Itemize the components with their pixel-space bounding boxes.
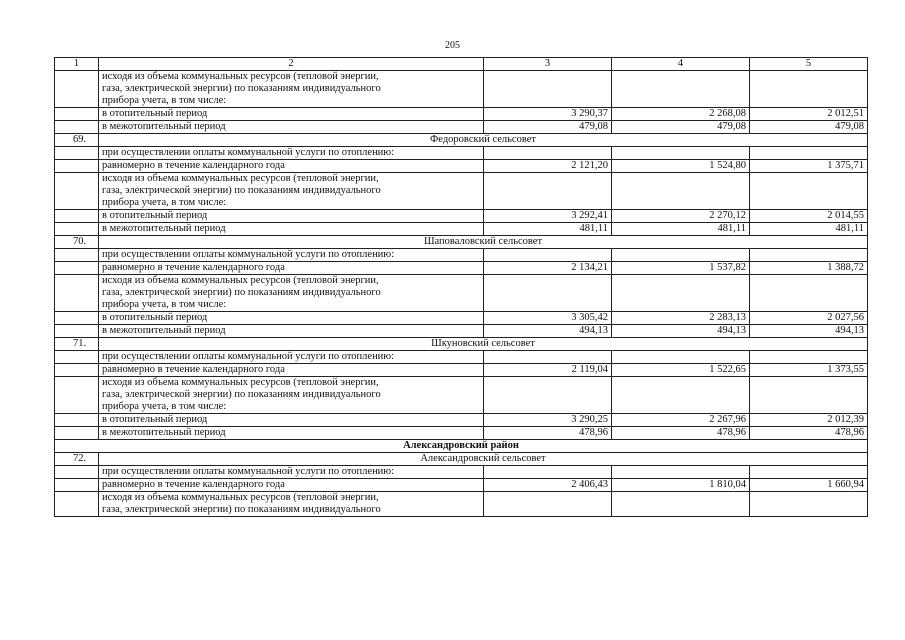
empty-cell (612, 275, 750, 312)
empty-cell (484, 492, 612, 517)
empty-cell (612, 147, 750, 160)
row-label-line: прибора учета, в том числе: (102, 197, 227, 208)
district-name: Александровский район (55, 440, 868, 453)
empty-cell (55, 325, 99, 338)
empty-cell (484, 249, 612, 262)
value-col-3: 478,96 (484, 427, 612, 440)
row-label-line: исходя из объема коммунальных ресурсов (тепловой энергии, (102, 173, 379, 184)
value-col-5: 479,08 (750, 121, 868, 134)
empty-cell (612, 351, 750, 364)
empty-cell (750, 275, 868, 312)
tariff-row (55, 479, 868, 492)
empty-cell (484, 147, 612, 160)
value-col-4: 494,13 (612, 325, 750, 338)
tariff-row (55, 312, 868, 325)
empty-cell (484, 275, 612, 312)
empty-cell (484, 466, 612, 479)
empty-cell (612, 71, 750, 108)
row-label: в отопительный период (99, 414, 484, 427)
row-label-line: газа, электрической энергии) по показаниям индивидуального (102, 83, 381, 94)
tariff-table (54, 57, 868, 517)
empty-cell (612, 249, 750, 262)
settlement-row (55, 453, 868, 466)
column-header-2: 2 (99, 58, 484, 71)
row-label: в межотопительный период (99, 121, 484, 134)
row-label-line: газа, электрической энергии) по показаниям индивидуального (102, 504, 381, 515)
row-label: равномерно в течение календарного года (99, 262, 484, 275)
metering-description-row (55, 173, 868, 210)
value-col-3: 2 134,21 (484, 262, 612, 275)
empty-cell (750, 466, 868, 479)
empty-cell (750, 249, 868, 262)
empty-cell (55, 364, 99, 377)
empty-cell (55, 121, 99, 134)
row-label-line: прибора учета, в том числе: (102, 299, 227, 310)
row-label: в отопительный период (99, 312, 484, 325)
empty-cell (55, 414, 99, 427)
tariff-row (55, 121, 868, 134)
empty-cell (55, 108, 99, 121)
value-col-5: 2 027,56 (750, 312, 868, 325)
value-col-4: 1 537,82 (612, 262, 750, 275)
empty-cell (55, 173, 99, 210)
empty-cell (55, 479, 99, 492)
value-col-5: 2 012,51 (750, 108, 868, 121)
value-col-5: 1 375,71 (750, 160, 868, 173)
row-label: в межотопительный период (99, 427, 484, 440)
empty-cell (612, 377, 750, 414)
empty-cell (55, 492, 99, 517)
tariff-row (55, 108, 868, 121)
row-label-line: прибора учета, в том числе: (102, 95, 227, 106)
empty-cell (484, 71, 612, 108)
row-label: при осуществлении оплаты коммунальной услуги по отоплению: (99, 351, 484, 364)
empty-cell (750, 377, 868, 414)
empty-cell (55, 210, 99, 223)
value-col-4: 2 283,13 (612, 312, 750, 325)
metering-description-row (55, 377, 868, 414)
column-header-1: 1 (55, 58, 99, 71)
value-col-3: 2 406,43 (484, 479, 612, 492)
payment-mode-row (55, 351, 868, 364)
row-label: в отопительный период (99, 108, 484, 121)
empty-cell (750, 492, 868, 517)
row-number: 70. (55, 236, 99, 249)
empty-cell (55, 377, 99, 414)
row-label-line: газа, электрической энергии) по показаниям индивидуального (102, 185, 381, 196)
tariff-row (55, 262, 868, 275)
empty-cell (612, 492, 750, 517)
row-label (99, 275, 484, 312)
value-col-3: 3 305,42 (484, 312, 612, 325)
empty-cell (55, 427, 99, 440)
row-label: при осуществлении оплаты коммунальной услуги по отоплению: (99, 249, 484, 262)
value-col-3: 2 119,04 (484, 364, 612, 377)
row-number: 71. (55, 338, 99, 351)
settlement-row (55, 236, 868, 249)
empty-cell (750, 173, 868, 210)
tariff-row (55, 364, 868, 377)
settlement-row (55, 134, 868, 147)
row-number: 72. (55, 453, 99, 466)
tariff-row (55, 325, 868, 338)
value-col-5: 1 373,55 (750, 364, 868, 377)
row-label-line: газа, электрической энергии) по показаниям индивидуального (102, 389, 381, 400)
value-col-4: 2 268,08 (612, 108, 750, 121)
metering-description-row (55, 492, 868, 517)
empty-cell (55, 249, 99, 262)
row-label-line: исходя из объема коммунальных ресурсов (тепловой энергии, (102, 275, 379, 286)
value-col-3: 2 121,20 (484, 160, 612, 173)
row-label (99, 173, 484, 210)
empty-cell (55, 71, 99, 108)
value-col-5: 2 014,55 (750, 210, 868, 223)
empty-cell (55, 262, 99, 275)
value-col-5: 481,11 (750, 223, 868, 236)
column-header-5: 5 (750, 58, 868, 71)
empty-cell (55, 466, 99, 479)
empty-cell (484, 351, 612, 364)
value-col-5: 478,96 (750, 427, 868, 440)
row-label-line: исходя из объема коммунальных ресурсов (тепловой энергии, (102, 492, 379, 503)
empty-cell (484, 377, 612, 414)
row-label (99, 71, 484, 108)
row-label-line: газа, электрической энергии) по показаниям индивидуального (102, 287, 381, 298)
tariff-row (55, 414, 868, 427)
row-label: в межотопительный период (99, 223, 484, 236)
empty-cell (55, 223, 99, 236)
row-label: при осуществлении оплаты коммунальной услуги по отоплению: (99, 147, 484, 160)
settlement-row (55, 338, 868, 351)
tariff-row (55, 160, 868, 173)
value-col-5: 1 388,72 (750, 262, 868, 275)
payment-mode-row (55, 249, 868, 262)
value-col-4: 2 270,12 (612, 210, 750, 223)
empty-cell (612, 466, 750, 479)
empty-cell (750, 147, 868, 160)
value-col-5: 1 660,94 (750, 479, 868, 492)
value-col-4: 479,08 (612, 121, 750, 134)
row-label: равномерно в течение календарного года (99, 364, 484, 377)
empty-cell (55, 312, 99, 325)
district-row (55, 440, 868, 453)
value-col-4: 2 267,96 (612, 414, 750, 427)
value-col-4: 1 810,04 (612, 479, 750, 492)
value-col-3: 3 292,41 (484, 210, 612, 223)
value-col-5: 494,13 (750, 325, 868, 338)
column-header-3: 3 (484, 58, 612, 71)
empty-cell (750, 351, 868, 364)
empty-cell (55, 275, 99, 312)
column-header-4: 4 (612, 58, 750, 71)
settlement-name: Федоровский сельсовет (99, 134, 868, 147)
value-col-3: 3 290,25 (484, 414, 612, 427)
row-label: при осуществлении оплаты коммунальной услуги по отоплению: (99, 466, 484, 479)
column-header-row (55, 58, 868, 71)
metering-description-row (55, 71, 868, 108)
value-col-3: 494,13 (484, 325, 612, 338)
value-col-5: 2 012,39 (750, 414, 868, 427)
value-col-4: 1 524,80 (612, 160, 750, 173)
empty-cell (750, 71, 868, 108)
value-col-4: 1 522,65 (612, 364, 750, 377)
value-col-3: 481,11 (484, 223, 612, 236)
tariff-row (55, 223, 868, 236)
payment-mode-row (55, 466, 868, 479)
metering-description-row (55, 275, 868, 312)
settlement-name: Шаповаловский сельсовет (99, 236, 868, 249)
value-col-4: 481,11 (612, 223, 750, 236)
payment-mode-row (55, 147, 868, 160)
row-label (99, 492, 484, 517)
row-label: равномерно в течение календарного года (99, 479, 484, 492)
page-number: 205 (445, 40, 460, 51)
empty-cell (55, 147, 99, 160)
tariff-row (55, 210, 868, 223)
value-col-3: 479,08 (484, 121, 612, 134)
row-label (99, 377, 484, 414)
row-label-line: исходя из объема коммунальных ресурсов (тепловой энергии, (102, 377, 379, 388)
row-label: в межотопительный период (99, 325, 484, 338)
empty-cell (612, 173, 750, 210)
row-label: в отопительный период (99, 210, 484, 223)
row-number: 69. (55, 134, 99, 147)
value-col-4: 478,96 (612, 427, 750, 440)
table-body (55, 71, 868, 517)
row-label-line: прибора учета, в том числе: (102, 401, 227, 412)
empty-cell (55, 351, 99, 364)
tariff-row (55, 427, 868, 440)
empty-cell (484, 173, 612, 210)
value-col-3: 3 290,37 (484, 108, 612, 121)
settlement-name: Александровский сельсовет (99, 453, 868, 466)
row-label-line: исходя из объема коммунальных ресурсов (тепловой энергии, (102, 71, 379, 82)
row-label: равномерно в течение календарного года (99, 160, 484, 173)
settlement-name: Шкуновский сельсовет (99, 338, 868, 351)
empty-cell (55, 160, 99, 173)
